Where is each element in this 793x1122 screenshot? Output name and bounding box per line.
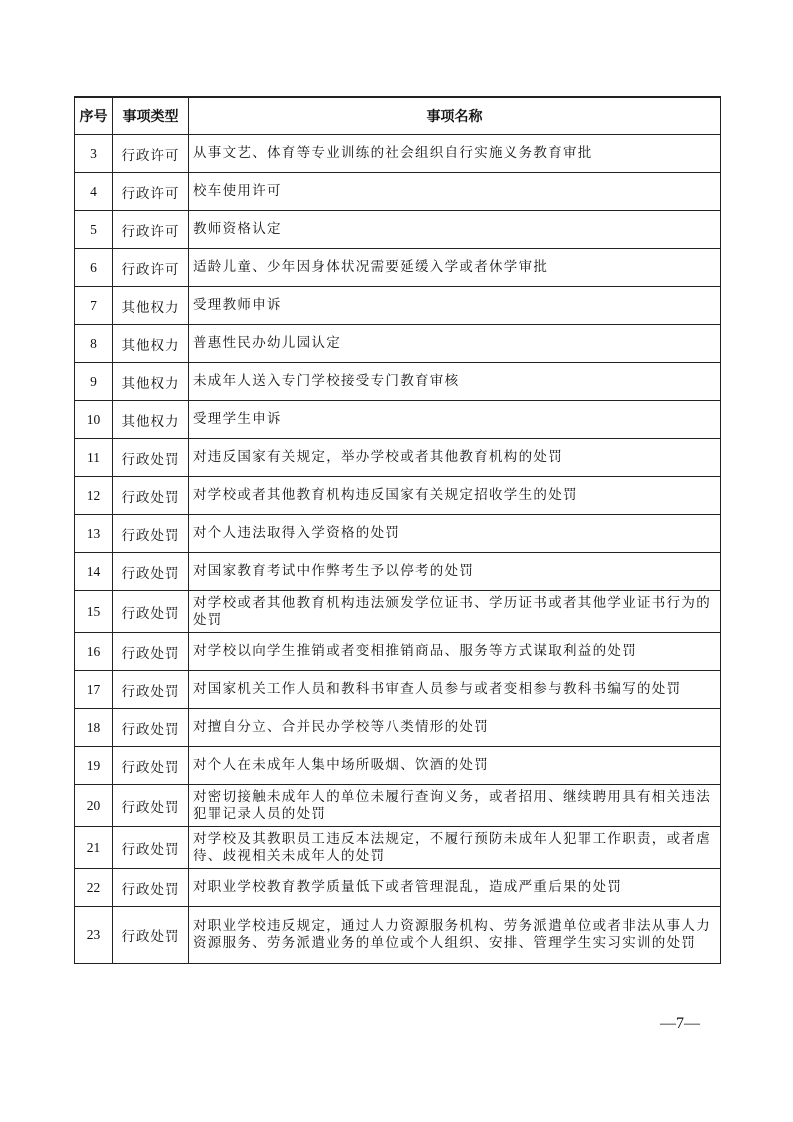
row-number: 15 (75, 591, 113, 633)
row-number: 17 (75, 671, 113, 709)
row-type: 行政处罚 (113, 553, 189, 591)
table-row (75, 173, 721, 211)
row-type: 行政处罚 (113, 785, 189, 827)
table-row (75, 591, 721, 633)
row-number: 5 (75, 211, 113, 249)
row-number: 12 (75, 477, 113, 515)
row-type: 其他权力 (113, 363, 189, 401)
table-row (75, 401, 721, 439)
row-name: 校车使用许可 (189, 173, 721, 211)
row-name: 教师资格认定 (189, 211, 721, 249)
row-number: 4 (75, 173, 113, 211)
row-name: 对学校或者其他教育机构违反国家有关规定招收学生的处罚 (189, 477, 721, 515)
row-type: 其他权力 (113, 401, 189, 439)
row-number: 22 (75, 869, 113, 907)
table-row (75, 869, 721, 907)
row-type: 行政处罚 (113, 591, 189, 633)
row-type: 其他权力 (113, 325, 189, 363)
table-header-row (75, 97, 721, 135)
row-type: 行政许可 (113, 211, 189, 249)
table-row (75, 747, 721, 785)
row-number: 8 (75, 325, 113, 363)
table-row (75, 211, 721, 249)
row-number: 6 (75, 249, 113, 287)
row-type: 行政处罚 (113, 747, 189, 785)
row-type: 行政许可 (113, 135, 189, 173)
row-type: 行政处罚 (113, 907, 189, 964)
table-row (75, 325, 721, 363)
row-name: 对个人违法取得入学资格的处罚 (189, 515, 721, 553)
table-row (75, 363, 721, 401)
header-name: 事项名称 (189, 97, 721, 135)
row-name: 适龄儿童、少年因身体状况需要延缓入学或者休学审批 (189, 249, 721, 287)
row-number: 21 (75, 827, 113, 869)
table-row (75, 827, 721, 869)
row-name: 从事文艺、体育等专业训练的社会组织自行实施义务教育审批 (189, 135, 721, 173)
row-number: 7 (75, 287, 113, 325)
row-name: 对个人在未成年人集中场所吸烟、饮酒的处罚 (189, 747, 721, 785)
row-number: 19 (75, 747, 113, 785)
table-row (75, 785, 721, 827)
row-type: 行政处罚 (113, 709, 189, 747)
row-number: 23 (75, 907, 113, 964)
table-row (75, 135, 721, 173)
page-number: —7— (660, 1015, 700, 1032)
row-type: 行政处罚 (113, 869, 189, 907)
row-type: 行政处罚 (113, 477, 189, 515)
table-row (75, 249, 721, 287)
row-number: 14 (75, 553, 113, 591)
table-row (75, 477, 721, 515)
row-name: 对学校或者其他教育机构违法颁发学位证书、学历证书或者其他学业证书行为的处罚 (189, 591, 721, 633)
table-row (75, 553, 721, 591)
row-type: 其他权力 (113, 287, 189, 325)
row-name: 对学校及其教职员工违反本法规定，不履行预防未成年人犯罪工作职责，或者虐待、歧视相关未成年人的处罚 (189, 827, 721, 869)
row-type: 行政处罚 (113, 439, 189, 477)
row-name: 受理教师申诉 (189, 287, 721, 325)
row-type: 行政处罚 (113, 515, 189, 553)
row-name: 对职业学校教育教学质量低下或者管理混乱，造成严重后果的处罚 (189, 869, 721, 907)
row-name: 对学校以向学生推销或者变相推销商品、服务等方式谋取利益的处罚 (189, 633, 721, 671)
row-name: 对职业学校违反规定，通过人力资源服务机构、劳务派遣单位或者非法从事人力资源服务、劳务派遣业务的单位或个人组织、安排、管理学生实习实训的处罚 (189, 907, 721, 964)
row-type: 行政处罚 (113, 671, 189, 709)
row-number: 20 (75, 785, 113, 827)
row-name: 普惠性民办幼儿园认定 (189, 325, 721, 363)
table-row (75, 907, 721, 964)
row-number: 13 (75, 515, 113, 553)
table-row (75, 439, 721, 477)
items-table (74, 96, 721, 964)
table-row (75, 633, 721, 671)
table-row (75, 709, 721, 747)
row-name: 受理学生申诉 (189, 401, 721, 439)
row-name: 对国家机关工作人员和教科书审查人员参与或者变相参与教科书编写的处罚 (189, 671, 721, 709)
table-row (75, 671, 721, 709)
row-name: 对擅自分立、合并民办学校等八类情形的处罚 (189, 709, 721, 747)
header-no: 序号 (75, 97, 113, 135)
row-type: 行政处罚 (113, 633, 189, 671)
row-number: 10 (75, 401, 113, 439)
row-number: 16 (75, 633, 113, 671)
row-name: 对违反国家有关规定，举办学校或者其他教育机构的处罚 (189, 439, 721, 477)
row-number: 9 (75, 363, 113, 401)
row-name: 对密切接触未成年人的单位未履行查询义务，或者招用、继续聘用具有相关违法犯罪记录人员的处罚 (189, 785, 721, 827)
row-number: 18 (75, 709, 113, 747)
table-row (75, 287, 721, 325)
table-row (75, 515, 721, 553)
header-type: 事项类型 (113, 97, 189, 135)
row-number: 3 (75, 135, 113, 173)
row-name: 未成年人送入专门学校接受专门教育审核 (189, 363, 721, 401)
row-type: 行政许可 (113, 249, 189, 287)
row-number: 11 (75, 439, 113, 477)
row-type: 行政许可 (113, 173, 189, 211)
row-name: 对国家教育考试中作弊考生予以停考的处罚 (189, 553, 721, 591)
row-type: 行政处罚 (113, 827, 189, 869)
